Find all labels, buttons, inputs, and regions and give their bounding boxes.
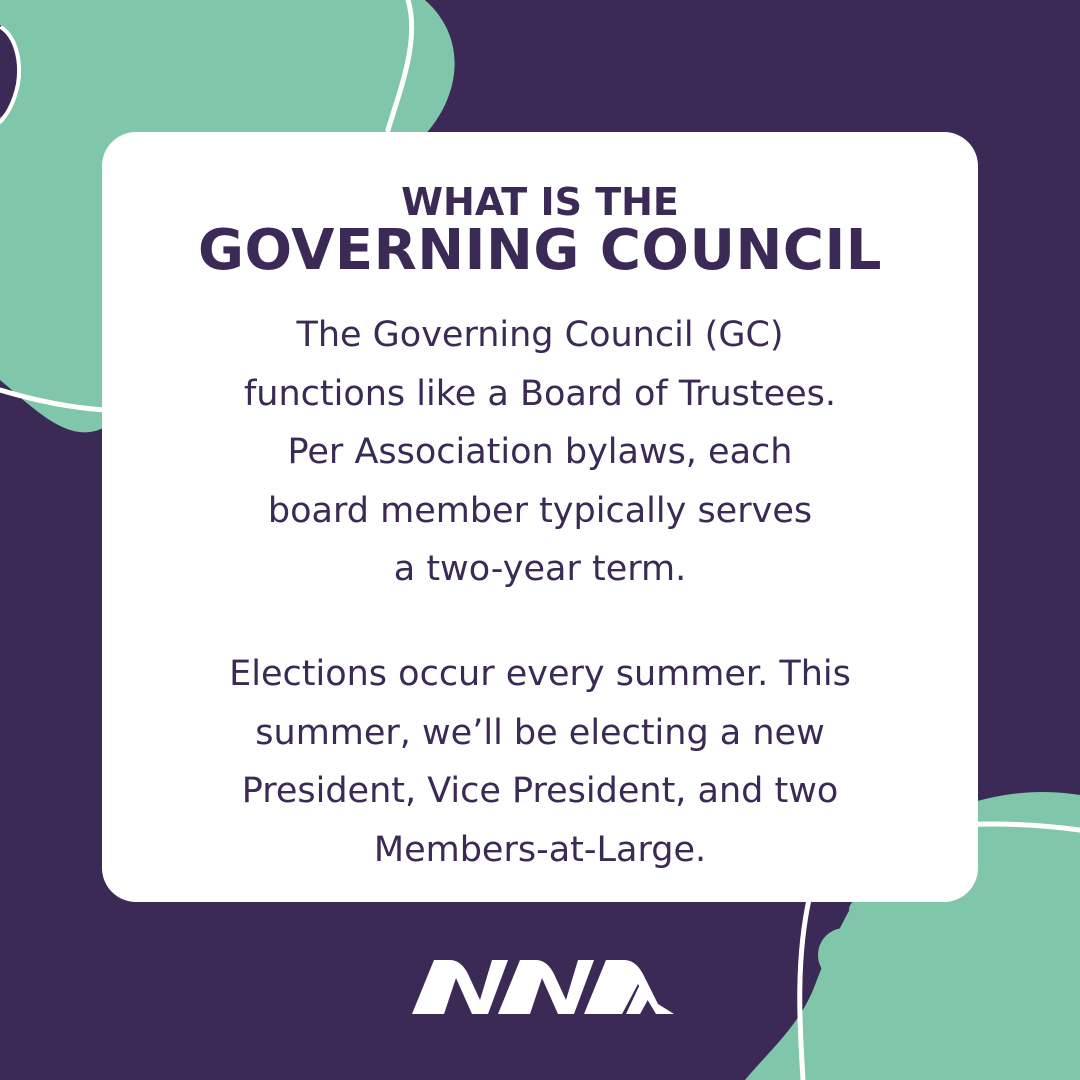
paragraph-line: Members-at-Large. (373, 829, 707, 870)
paragraph-line: The Governing Council (GC) (296, 315, 784, 355)
dot (849, 899, 871, 921)
paragraph-line: Per Association bylaws, each (287, 432, 793, 472)
paragraph-line: Elections occur every summer. This (229, 654, 851, 694)
paragraph-definition (122, 306, 958, 599)
paragraph-line: board member typically serves (267, 490, 813, 531)
paragraph-line: summer, we’ll be electing a new (255, 712, 825, 753)
paragraph-elections (122, 645, 958, 879)
heading-prefix: WHAT IS THE (401, 180, 679, 224)
content-card (102, 132, 978, 902)
page-title: GOVERNING COUNCIL (198, 218, 882, 283)
dot (818, 928, 872, 982)
organization-logo-icon (412, 956, 674, 1016)
paragraph-line: functions like a Board of Trustees. (243, 373, 837, 414)
paragraph-line: a two-year term. (393, 549, 687, 589)
paragraph-line: President, Vice President, and two (241, 771, 839, 811)
